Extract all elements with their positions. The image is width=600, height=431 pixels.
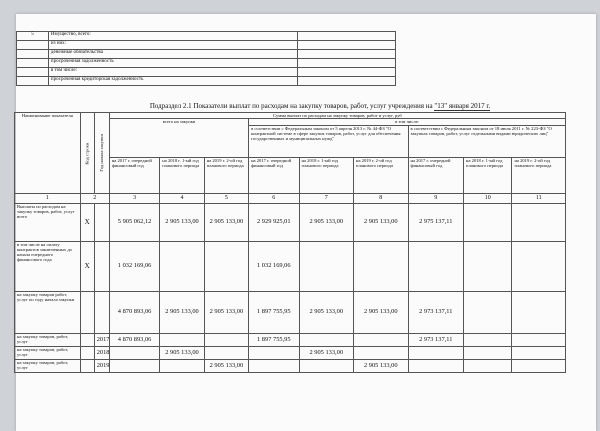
table-row — [15, 291, 566, 333]
header-code: Код строки — [80, 113, 94, 194]
value-cell — [299, 333, 353, 346]
value-cell: 4 870 893,06 — [109, 333, 159, 346]
header-223fz: в соответствии с Федеральным законом от 18 июля 2011 г. № 223-ФЗ "О закупках товаров, работ, услуг отдельными видами юридических лиц" — [408, 125, 566, 157]
row-name: Выплаты по расходам на закупку товаров, работ, услуг всего — [15, 203, 81, 241]
section-title-date: "13" января 2017 г. — [434, 102, 491, 110]
col-number: 7 — [299, 193, 353, 203]
value-cell — [204, 346, 248, 359]
value-cell: 2 975 137,11 — [408, 203, 464, 241]
value-cell — [204, 241, 248, 291]
value-cell — [204, 333, 248, 346]
table-row — [15, 359, 566, 372]
value-cell — [464, 291, 512, 333]
value-cell: 5 905 062,12 — [109, 203, 159, 241]
value-cell — [249, 359, 299, 372]
col-number: 10 — [464, 193, 512, 203]
table-row — [15, 203, 566, 241]
header-including: в том числе: — [249, 119, 566, 125]
col-number: 4 — [160, 193, 204, 203]
section-title-text: Подраздел 2.1 Показатели выплат по расходам на закупку товаров, работ, услуг учреждения на — [149, 102, 435, 110]
value-cell: 1 897 755,95 — [249, 333, 299, 346]
col-number: 1 — [15, 193, 81, 203]
value-cell: 2 905 133,00 — [160, 203, 204, 241]
value-cell — [408, 241, 464, 291]
row-code — [80, 359, 94, 372]
period-header: на 2019 г. 2-ой год планового периода — [204, 157, 248, 193]
value-cell — [160, 241, 204, 291]
period-header: на 2018 г. 1-ый год планового периода — [160, 157, 204, 193]
table-row — [15, 333, 566, 346]
value-cell: 2 905 133,00 — [299, 291, 353, 333]
header-total: всего на закупки — [109, 119, 248, 157]
row-year: 2017 — [94, 333, 109, 346]
value-cell — [354, 241, 408, 291]
header-sum: Сумма выплат по расходам на закупку товаров, работ и услуг, руб — [109, 113, 565, 119]
row-name: в том числе на оплату контрактов заключенных до начала очередного финансового года — [15, 241, 81, 291]
value-cell — [160, 333, 204, 346]
row-name: на закупку товаров работ, услуг по году начала закупки — [15, 291, 81, 333]
value-cell — [464, 241, 512, 291]
value-cell — [512, 359, 566, 372]
header-year: Год начала закупки — [94, 113, 109, 194]
period-header: на 2017 г. очередной финансовый год — [249, 157, 299, 193]
value-cell — [160, 359, 204, 372]
value-cell — [464, 359, 512, 372]
period-header: на 2018 г. 1-ый год планового периода — [299, 157, 353, 193]
top-table — [16, 31, 396, 86]
value-cell — [512, 241, 566, 291]
value-cell: 2 905 133,00 — [354, 359, 408, 372]
table-row — [17, 59, 396, 68]
value-cell: 2 905 133,00 — [204, 291, 248, 333]
value-cell — [408, 359, 464, 372]
value-cell: 2 929 925,01 — [249, 203, 299, 241]
table-cell: просроченная задолженность — [48, 59, 297, 68]
table-cell: Имущество, всего: — [48, 32, 297, 41]
value-cell: 2 905 133,00 — [299, 346, 353, 359]
column-numbers-row — [15, 193, 566, 203]
row-year — [94, 203, 109, 241]
value-cell — [109, 346, 159, 359]
row-name: на закупку товаров, работ, услуг — [15, 333, 81, 346]
value-cell: 1 032 169,06 — [109, 241, 159, 291]
value-cell — [408, 346, 464, 359]
table-row — [17, 68, 396, 77]
value-cell — [464, 333, 512, 346]
row-name: на закупку товаров, работ, услуг — [15, 359, 81, 372]
table-row — [17, 50, 396, 59]
table-row — [15, 346, 566, 359]
header-name: Наименование показателя — [15, 113, 81, 194]
col-number: 11 — [512, 193, 566, 203]
table-row — [17, 32, 396, 41]
value-cell: 2 905 133,00 — [354, 203, 408, 241]
value-cell: 2 905 133,00 — [354, 291, 408, 333]
col-number: 8 — [354, 193, 408, 203]
period-header: на 2019 г. 2-ой год планового периода — [512, 157, 566, 193]
col-number: 3 — [109, 193, 159, 203]
row-code: X — [80, 241, 94, 291]
value-cell — [299, 241, 353, 291]
value-cell — [512, 203, 566, 241]
period-header: на 2019 г. 2-ой год планового периода — [354, 157, 408, 193]
value-cell — [354, 346, 408, 359]
col-number: 9 — [408, 193, 464, 203]
value-cell — [299, 359, 353, 372]
table-body — [15, 203, 566, 372]
value-cell: 1 897 755,95 — [249, 291, 299, 333]
row-year: 2018 — [94, 346, 109, 359]
table-row — [17, 41, 396, 50]
value-cell: 2 905 133,00 — [204, 359, 248, 372]
table-row — [15, 241, 566, 291]
section-title — [80, 102, 560, 110]
table-row — [17, 77, 396, 86]
value-cell — [464, 203, 512, 241]
col-number: 6 — [249, 193, 299, 203]
row-name: на закупку товаров, работ, услуг — [15, 346, 81, 359]
row-code — [80, 346, 94, 359]
row-code — [80, 291, 94, 333]
value-cell: 1 032 169,06 — [249, 241, 299, 291]
row-number: 5 — [17, 32, 49, 41]
value-cell: 2 905 133,00 — [160, 291, 204, 333]
col-number: 5 — [204, 193, 248, 203]
value-cell: 2 973 137,11 — [408, 291, 464, 333]
value-cell — [512, 346, 566, 359]
value-cell — [512, 291, 566, 333]
row-year: 2019 — [94, 359, 109, 372]
period-header: на 2017 г. очередной финансовый год — [408, 157, 464, 193]
row-year — [94, 291, 109, 333]
value-cell — [354, 333, 408, 346]
period-header: на 2017 г. очередной финансовый год — [109, 157, 159, 193]
value-cell: 2 905 133,00 — [160, 346, 204, 359]
value-cell: 2 905 133,00 — [299, 203, 353, 241]
col-number: 2 — [80, 193, 109, 203]
value-cell: 2 905 133,00 — [204, 203, 248, 241]
value-cell — [512, 333, 566, 346]
purchases-table — [14, 112, 566, 373]
row-code: X — [80, 203, 94, 241]
row-code — [80, 333, 94, 346]
table-cell: из них: — [48, 41, 297, 50]
value-cell — [464, 346, 512, 359]
value-cell — [249, 346, 299, 359]
table-cell: денежные обязательства — [48, 50, 297, 59]
value-cell: 2 973 137,11 — [408, 333, 464, 346]
value-cell: 4 870 893,06 — [109, 291, 159, 333]
row-year — [94, 241, 109, 291]
table-cell: в том числе: — [48, 68, 297, 77]
table-cell: просроченная кредиторская задолженность — [48, 77, 297, 86]
value-cell — [109, 359, 159, 372]
header-44fz: в соответствии с Федеральным законом от 5 апреля 2013 г. № 44-ФЗ "О контрактной системе в сфере закупок товаров, работ, услуг для обеспечения государственных и муниципальных нужд" — [249, 125, 408, 157]
period-header: на 2018 г. 1-ый год планового периода — [464, 157, 512, 193]
